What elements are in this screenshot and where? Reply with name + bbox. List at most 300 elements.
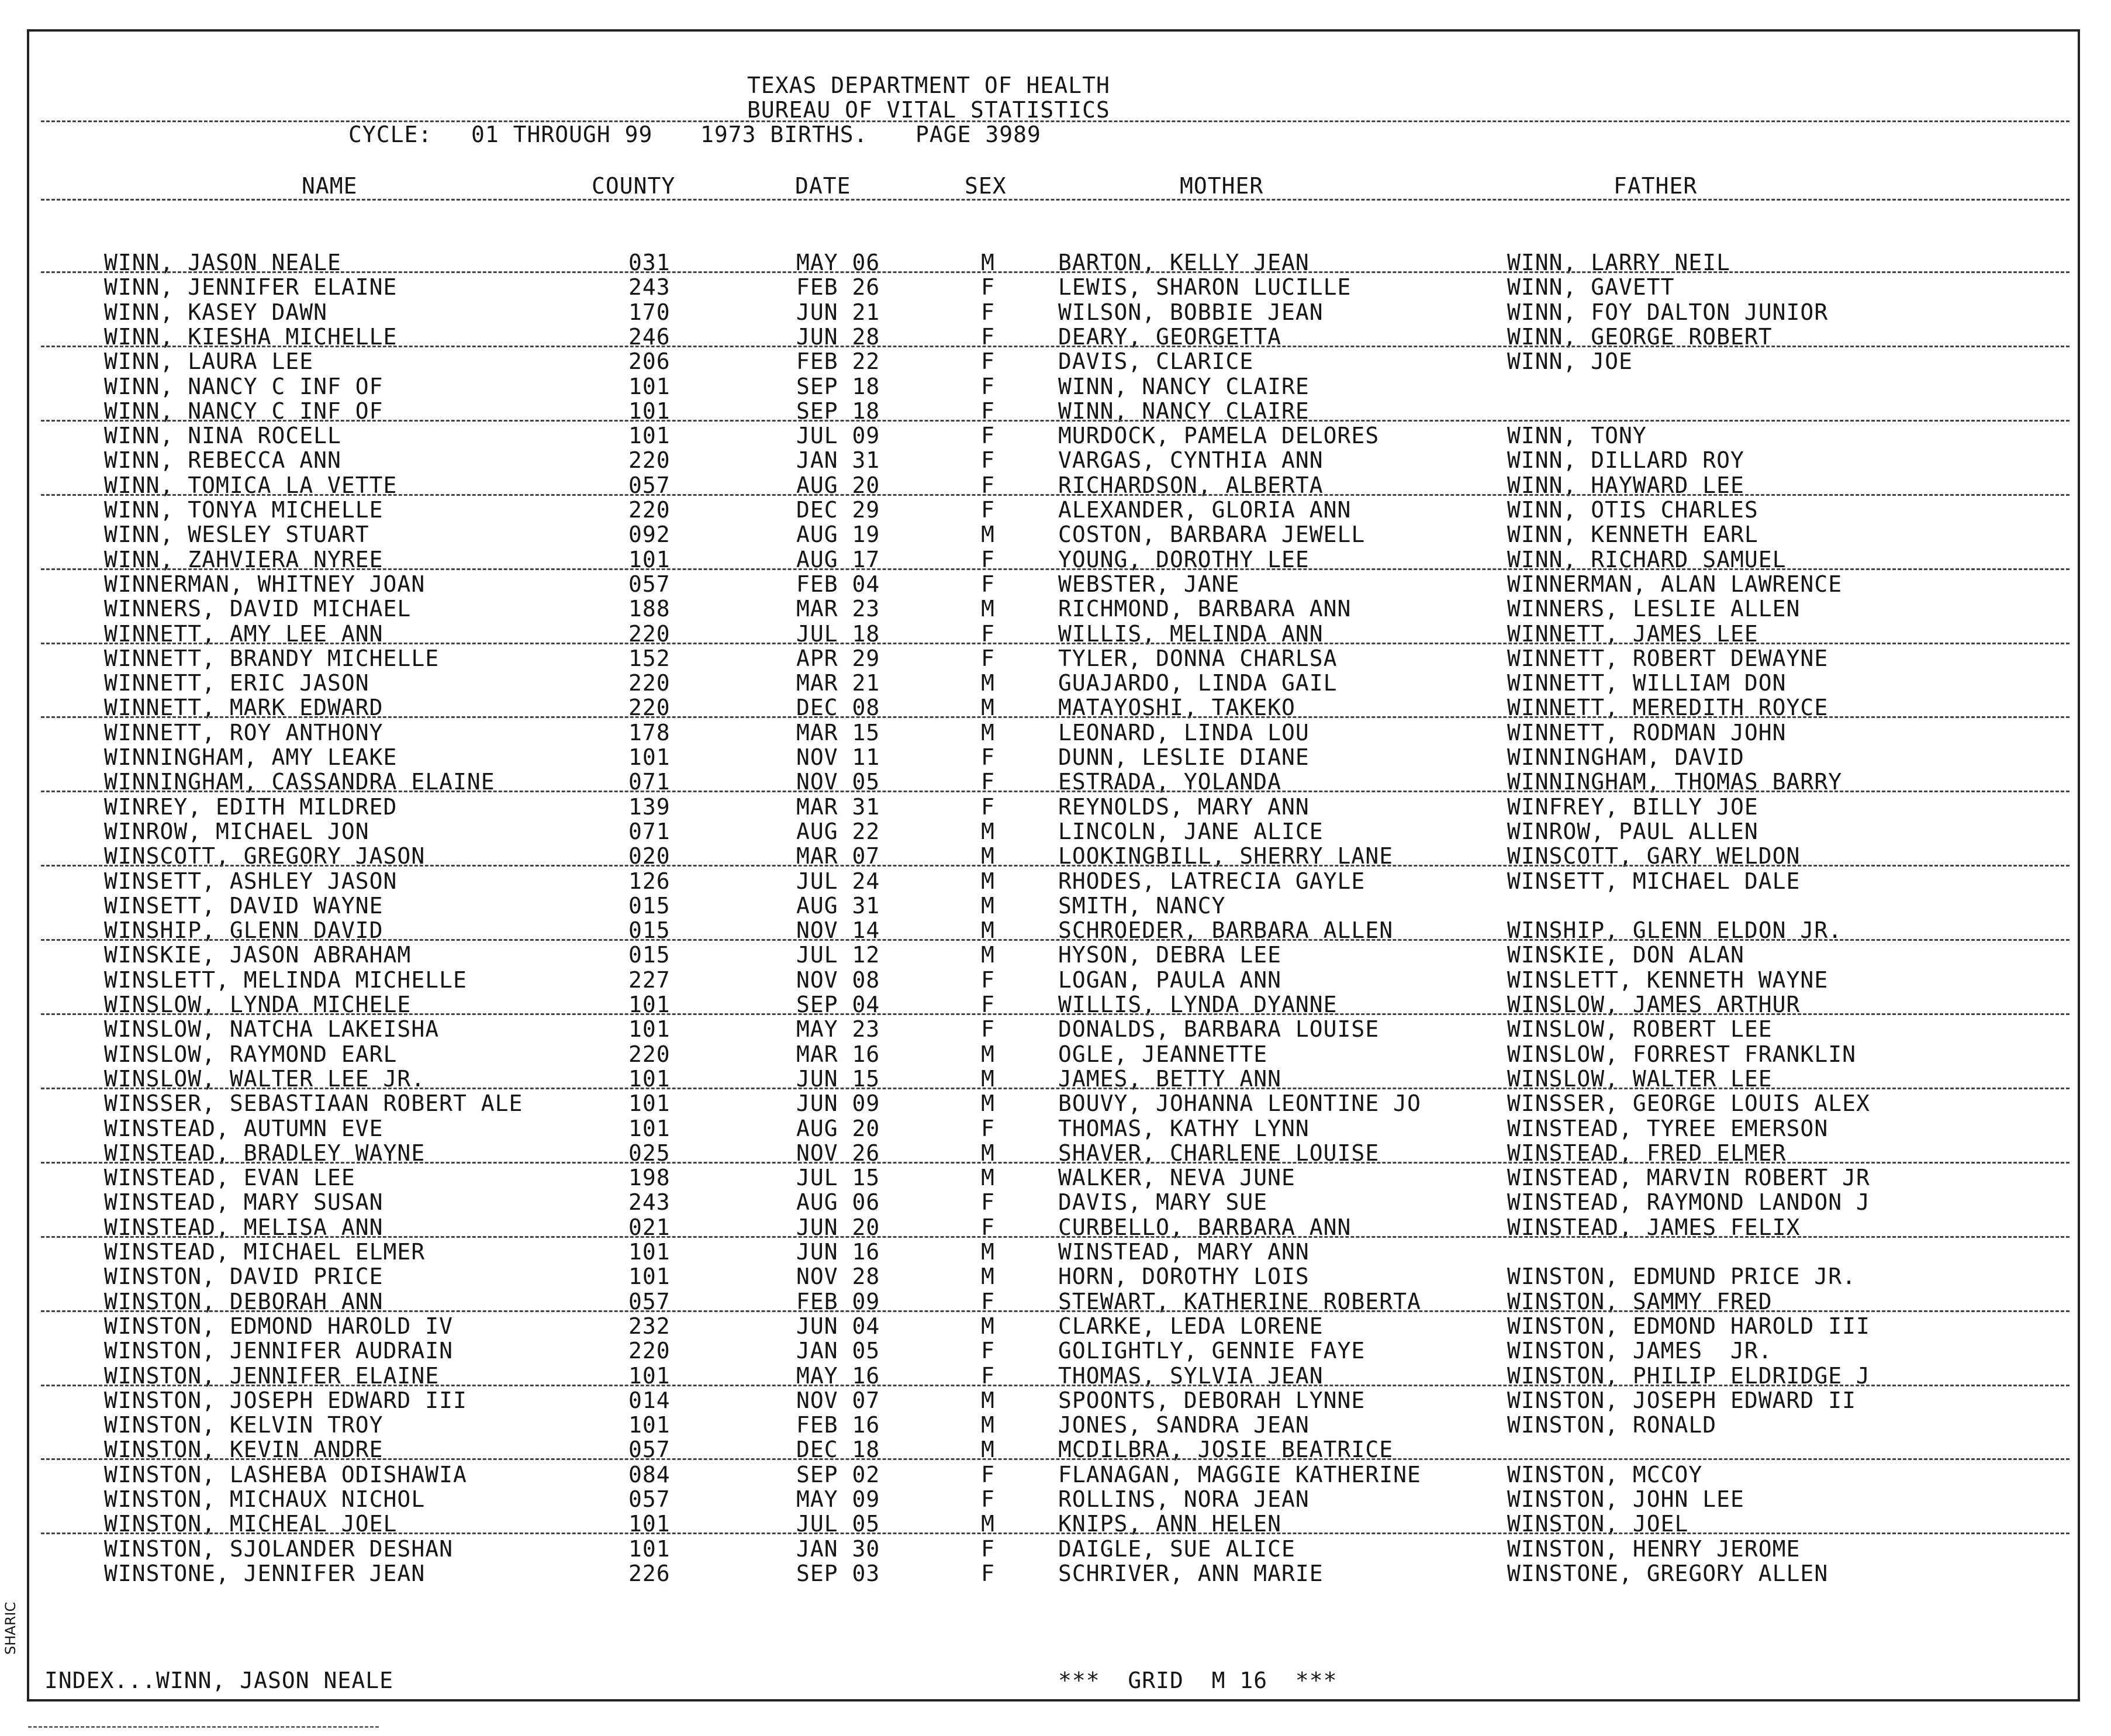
cell-sex: F — [981, 1363, 995, 1389]
cell-father: WINNETT, RODMAN JOHN — [1507, 720, 1787, 746]
cell-date: JUN 04 — [796, 1313, 880, 1339]
cell-sex: F — [981, 1462, 995, 1487]
cell-date: JUN 16 — [796, 1239, 880, 1265]
cell-name: WINNERMAN, WHITNEY JOAN — [104, 571, 426, 597]
cell-sex: F — [981, 1536, 995, 1562]
cell-sex: M — [981, 1066, 995, 1092]
row-separator — [41, 716, 2069, 718]
cell-date: NOV 08 — [796, 967, 880, 993]
cell-county: 101 — [628, 1116, 671, 1141]
cell-mother: WINSTEAD, MARY ANN — [1058, 1239, 1310, 1265]
cell-sex: F — [981, 348, 995, 374]
cell-sex: F — [981, 794, 995, 820]
cell-name: WINSLOW, LYNDA MICHELE — [104, 992, 412, 1017]
cell-father: WINSTON, PHILIP ELDRIDGE J — [1507, 1363, 1870, 1389]
cell-date: MAY 23 — [796, 1016, 880, 1042]
cell-sex: F — [981, 769, 995, 795]
cell-county: 101 — [628, 1264, 671, 1289]
cell-mother: LOOKINGBILL, SHERRY LANE — [1058, 843, 1394, 869]
cell-name: WINN, JASON NEALE — [104, 250, 341, 275]
cell-date: AUG 17 — [796, 547, 880, 572]
cell-mother: SCHRIVER, ANN MARIE — [1058, 1561, 1324, 1586]
cell-county: 101 — [628, 1536, 671, 1562]
cell-county: 220 — [628, 670, 671, 696]
cell-date: SEP 18 — [796, 374, 880, 399]
cell-sex: F — [981, 992, 995, 1017]
header-cycle-range: 01 THROUGH 99 — [471, 122, 653, 147]
cell-sex: F — [981, 1016, 995, 1042]
cell-sex: F — [981, 1486, 995, 1512]
cell-county: 101 — [628, 1412, 671, 1438]
cell-mother: REYNOLDS, MARY ANN — [1058, 794, 1310, 820]
cell-mother: DAVIS, MARY SUE — [1058, 1189, 1268, 1215]
cell-date: NOV 28 — [796, 1264, 880, 1289]
cell-date: SEP 18 — [796, 398, 880, 424]
cell-date: MAR 16 — [796, 1041, 880, 1067]
table-row — [0, 646, 2111, 671]
table-row — [0, 1042, 2111, 1067]
cell-name: WINN, REBECCA ANN — [104, 447, 341, 473]
cell-county: 057 — [628, 1289, 671, 1314]
cell-name: WINROW, MICHAEL JON — [104, 819, 369, 844]
cell-father: WINNETT, MEREDITH ROYCE — [1507, 695, 1829, 720]
cell-date: DEC 18 — [796, 1437, 880, 1462]
cell-county: 101 — [628, 992, 671, 1017]
cell-sex: F — [981, 621, 995, 647]
table-row — [0, 1264, 2111, 1289]
cell-county: 227 — [628, 967, 671, 993]
cell-sex: M — [981, 1090, 995, 1116]
column-header-sex: SEX — [965, 173, 1007, 199]
cell-sex: M — [981, 1437, 995, 1462]
table-row — [0, 1561, 2111, 1586]
cell-name: WINSTON, JENNIFER ELAINE — [104, 1363, 440, 1389]
cell-name: WINSTONE, JENNIFER JEAN — [104, 1561, 426, 1586]
cell-date: AUG 06 — [796, 1189, 880, 1215]
cell-father: WINSTONE, GREGORY ALLEN — [1507, 1561, 1829, 1586]
cell-father: WINN, LARRY NEIL — [1507, 250, 1731, 275]
cell-father: WINSLOW, JAMES ARTHUR — [1507, 992, 1801, 1017]
cell-date: JUL 09 — [796, 423, 880, 448]
cell-date: FEB 16 — [796, 1412, 880, 1438]
cell-father: WINSTON, JOHN LEE — [1507, 1486, 1744, 1512]
cell-name: WINSETT, DAVID WAYNE — [104, 893, 383, 919]
cell-name: WINSTON, JENNIFER AUDRAIN — [104, 1338, 453, 1364]
cell-mother: OGLE, JEANNETTE — [1058, 1041, 1268, 1067]
cell-father: WINSTON, JAMES JR. — [1507, 1338, 1773, 1364]
table-row — [0, 1487, 2111, 1511]
cell-name: WINSTEAD, MELISA ANN — [104, 1214, 383, 1240]
cell-county: 101 — [628, 374, 671, 399]
cell-father: WINN, TONY — [1507, 423, 1647, 448]
cell-date: JAN 31 — [796, 447, 880, 473]
cell-county: 198 — [628, 1165, 671, 1190]
cell-date: JUN 15 — [796, 1066, 880, 1092]
cell-mother: MCDILBRA, JOSIE BEATRICE — [1058, 1437, 1394, 1462]
cell-father: WINSTEAD, TYREE EMERSON — [1507, 1116, 1829, 1141]
cell-mother: ALEXANDER, GLORIA ANN — [1058, 497, 1352, 523]
column-header-mother: MOTHER — [1180, 173, 1264, 199]
cell-mother: HYSON, DEBRA LEE — [1058, 942, 1282, 968]
cell-county: 101 — [628, 1239, 671, 1265]
cell-father: WINNETT, WILLIAM DON — [1507, 670, 1787, 696]
cell-date: AUG 20 — [796, 1116, 880, 1141]
cell-sex: F — [981, 1289, 995, 1314]
cell-mother: GOLIGHTLY, GENNIE FAYE — [1058, 1338, 1366, 1364]
cell-county: 220 — [628, 695, 671, 720]
cell-sex: M — [981, 1041, 995, 1067]
row-separator — [41, 865, 2069, 867]
cell-sex: F — [981, 374, 995, 399]
cell-father: WINN, FOY DALTON JUNIOR — [1507, 299, 1829, 325]
table-row — [0, 943, 2111, 967]
cell-county: 232 — [628, 1313, 671, 1339]
cell-sex: M — [981, 868, 995, 894]
table-row — [0, 720, 2111, 745]
cell-father: WINN, DILLARD ROY — [1507, 447, 1744, 473]
table-row — [0, 1165, 2111, 1190]
cell-name: WINSLOW, NATCHA LAKEISHA — [104, 1016, 440, 1042]
cell-date: FEB 09 — [796, 1289, 880, 1314]
cell-mother: DUNN, LESLIE DIANE — [1058, 744, 1310, 770]
cell-date: JUL 15 — [796, 1165, 880, 1190]
cell-date: NOV 14 — [796, 917, 880, 943]
cell-father: WINFREY, BILLY JOE — [1507, 794, 1758, 820]
cell-county: 101 — [628, 1090, 671, 1116]
cell-date: FEB 04 — [796, 571, 880, 597]
cell-date: JAN 30 — [796, 1536, 880, 1562]
header-title: TEXAS DEPARTMENT OF HEALTH — [747, 73, 1110, 98]
cell-date: MAR 07 — [796, 843, 880, 869]
cell-date: FEB 22 — [796, 348, 880, 374]
cell-date: JUL 12 — [796, 942, 880, 968]
cell-name: WINSTEAD, MICHAEL ELMER — [104, 1239, 426, 1265]
row-separator — [41, 1533, 2069, 1534]
table-row — [0, 349, 2111, 374]
cell-father: WINSLOW, WALTER LEE — [1507, 1066, 1773, 1092]
cell-name: WINSTON, MICHAUX NICHOL — [104, 1486, 426, 1512]
cell-sex: M — [981, 596, 995, 622]
cell-sex: M — [981, 843, 995, 869]
cell-county: 021 — [628, 1214, 671, 1240]
cell-sex: F — [981, 1189, 995, 1215]
cell-mother: WILSON, BOBBIE JEAN — [1058, 299, 1324, 325]
cell-name: WINSKIE, JASON ABRAHAM — [104, 942, 412, 968]
cell-mother: CLARKE, LEDA LORENE — [1058, 1313, 1324, 1339]
cell-date: NOV 05 — [796, 769, 880, 795]
cell-sex: F — [981, 1214, 995, 1240]
table-row — [0, 423, 2111, 448]
cell-mother: JAMES, BETTY ANN — [1058, 1066, 1282, 1092]
table-row — [0, 893, 2111, 918]
table-row — [0, 1462, 2111, 1487]
cell-father: WINNETT, JAMES LEE — [1507, 621, 1758, 647]
cell-sex: M — [981, 1412, 995, 1438]
cell-county: 020 — [628, 843, 671, 869]
cell-sex: M — [981, 522, 995, 547]
cell-mother: JONES, SANDRA JEAN — [1058, 1412, 1310, 1438]
cell-sex: M — [981, 670, 995, 696]
cell-county: 243 — [628, 274, 671, 300]
row-separator — [41, 791, 2069, 792]
cell-father: WINSTON, EDMUND PRICE JR. — [1507, 1264, 1856, 1289]
cell-father: WINSHIP, GLENN ELDON JR. — [1507, 917, 1843, 943]
cell-mother: BOUVY, JOHANNA LEONTINE JO — [1058, 1090, 1421, 1116]
cell-date: JUN 21 — [796, 299, 880, 325]
cell-mother: CURBELLO, BARBARA ANN — [1058, 1214, 1352, 1240]
cell-sex: M — [981, 250, 995, 275]
cell-date: FEB 26 — [796, 274, 880, 300]
cell-name: WINSCOTT, GREGORY JASON — [104, 843, 426, 869]
cell-mother: ROLLINS, NORA JEAN — [1058, 1486, 1310, 1512]
cell-mother: BARTON, KELLY JEAN — [1058, 250, 1310, 275]
cell-name: WINN, TOMICA LA VETTE — [104, 472, 398, 498]
cell-name: WINN, KASEY DAWN — [104, 299, 328, 325]
cell-father: WINSTON, HENRY JEROME — [1507, 1536, 1801, 1562]
cell-mother: LEONARD, LINDA LOU — [1058, 720, 1310, 746]
table-row — [0, 968, 2111, 992]
cell-father: WINNERS, LESLIE ALLEN — [1507, 596, 1801, 622]
cell-county: 084 — [628, 1462, 671, 1487]
cell-mother: HORN, DOROTHY LOIS — [1058, 1264, 1310, 1289]
table-row — [0, 1413, 2111, 1437]
footer-index: INDEX...WINN, JASON NEALE — [44, 1668, 393, 1693]
cell-name: WINNETT, MARK EDWARD — [104, 695, 383, 720]
row-separator — [41, 643, 2069, 644]
cell-mother: RICHMOND, BARBARA ANN — [1058, 596, 1352, 622]
cell-mother: FLANAGAN, MAGGIE KATHERINE — [1058, 1462, 1421, 1487]
table-row — [0, 869, 2111, 893]
cell-county: 057 — [628, 1486, 671, 1512]
cell-county: 057 — [628, 571, 671, 597]
row-separator — [41, 1385, 2069, 1386]
cell-sex: M — [981, 819, 995, 844]
cell-father: WINN, JOE — [1507, 348, 1633, 374]
cell-date: MAY 16 — [796, 1363, 880, 1389]
cell-date: SEP 02 — [796, 1462, 880, 1487]
cell-county: 031 — [628, 250, 671, 275]
cell-father: WINROW, PAUL ALLEN — [1507, 819, 1758, 844]
cell-date: APR 29 — [796, 646, 880, 671]
cell-father: WINSTEAD, MARVIN ROBERT JR — [1507, 1165, 1870, 1190]
cell-father: WINSKIE, DON ALAN — [1507, 942, 1744, 968]
cell-father: WINSCOTT, GARY WELDON — [1507, 843, 1801, 869]
cell-name: WINNERS, DAVID MICHAEL — [104, 596, 412, 622]
cell-county: 226 — [628, 1561, 671, 1586]
row-separator — [41, 1013, 2069, 1015]
cell-date: JUN 28 — [796, 324, 880, 350]
table-row — [0, 1388, 2111, 1413]
cell-county: 220 — [628, 447, 671, 473]
cell-mother: WEBSTER, JANE — [1058, 571, 1240, 597]
table-row — [0, 745, 2111, 769]
cell-name: WINN, ZAHVIERA NYREE — [104, 547, 383, 572]
row-separator — [41, 939, 2069, 941]
cell-sex: F — [981, 299, 995, 325]
cell-date: DEC 08 — [796, 695, 880, 720]
cell-county: 101 — [628, 1016, 671, 1042]
cell-county: 057 — [628, 1437, 671, 1462]
cell-name: WINSTON, DAVID PRICE — [104, 1264, 383, 1289]
cell-father: WINSLOW, ROBERT LEE — [1507, 1016, 1773, 1042]
cell-mother: STEWART, KATHERINE ROBERTA — [1058, 1289, 1421, 1314]
cell-sex: M — [981, 1140, 995, 1166]
cell-name: WINSHIP, GLENN DAVID — [104, 917, 383, 943]
cell-mother: DEARY, GEORGETTA — [1058, 324, 1282, 350]
cell-sex: M — [981, 893, 995, 919]
cell-county: 015 — [628, 942, 671, 968]
cell-mother: SCHROEDER, BARBARA ALLEN — [1058, 917, 1394, 943]
cell-sex: F — [981, 447, 995, 473]
footer-grid: *** GRID M 16 *** — [1058, 1668, 1338, 1693]
cell-mother: DONALDS, BARBARA LOUISE — [1058, 1016, 1380, 1042]
cell-name: WINSTON, SJOLANDER DESHAN — [104, 1536, 453, 1562]
cell-mother: THOMAS, SYLVIA JEAN — [1058, 1363, 1324, 1389]
cell-name: WINN, NANCY C INF OF — [104, 374, 383, 399]
cell-name: WINN, LAURA LEE — [104, 348, 314, 374]
cell-county: 092 — [628, 522, 671, 547]
cell-mother: DAVIS, CLARICE — [1058, 348, 1254, 374]
cell-mother: WALKER, NEVA JUNE — [1058, 1165, 1295, 1190]
table-row — [0, 300, 2111, 325]
cell-mother: LOGAN, PAULA ANN — [1058, 967, 1282, 993]
cell-date: SEP 03 — [796, 1561, 880, 1586]
row-separator — [41, 568, 2069, 570]
cell-name: WINSTEAD, MARY SUSAN — [104, 1189, 383, 1215]
cell-name: WINN, NINA ROCELL — [104, 423, 341, 448]
cell-mother: SPOONTS, DEBORAH LYNNE — [1058, 1388, 1366, 1413]
cell-father: WINN, GEORGE ROBERT — [1507, 324, 1773, 350]
table-row — [0, 819, 2111, 844]
header-cycle-label: CYCLE: — [348, 122, 433, 147]
cell-date: MAR 15 — [796, 720, 880, 746]
cell-name: WINN, TONYA MICHELLE — [104, 497, 383, 523]
column-header-county: COUNTY — [592, 173, 676, 199]
cell-mother: WINN, NANCY CLAIRE — [1058, 374, 1310, 399]
cell-mother: WILLIS, LYNDA DYANNE — [1058, 992, 1338, 1017]
table-row — [0, 448, 2111, 472]
row-separator — [41, 346, 2069, 347]
cell-father: WINSTEAD, JAMES FELIX — [1507, 1214, 1801, 1240]
cell-sex: F — [981, 547, 995, 572]
row-separator — [41, 271, 2069, 273]
row-separator — [41, 1236, 2069, 1238]
cell-county: 188 — [628, 596, 671, 622]
cell-sex: M — [981, 695, 995, 720]
cell-county: 057 — [628, 472, 671, 498]
cell-county: 071 — [628, 819, 671, 844]
cell-sex: F — [981, 1338, 995, 1364]
cell-father: WINSTEAD, RAYMOND LANDON J — [1507, 1189, 1870, 1215]
cell-name: WINSTEAD, EVAN LEE — [104, 1165, 355, 1190]
cell-date: MAY 06 — [796, 250, 880, 275]
bottom-edge-mark — [28, 1726, 379, 1728]
cell-father: WINN, HAYWARD LEE — [1507, 472, 1744, 498]
table-row — [0, 1190, 2111, 1214]
cell-name: WINNINGHAM, AMY LEAKE — [104, 744, 398, 770]
cell-date: MAR 21 — [796, 670, 880, 696]
cell-sex: F — [981, 744, 995, 770]
cell-mother: MATAYOSHI, TAKEKO — [1058, 695, 1295, 720]
cell-father: WINNETT, ROBERT DEWAYNE — [1507, 646, 1829, 671]
cell-county: 101 — [628, 744, 671, 770]
cell-mother: RICHARDSON, ALBERTA — [1058, 472, 1324, 498]
cell-father: WINSTEAD, FRED ELMER — [1507, 1140, 1787, 1166]
cell-name: WINN, WESLEY STUART — [104, 522, 369, 547]
cell-date: DEC 29 — [796, 497, 880, 523]
cell-sex: F — [981, 398, 995, 424]
cell-county: 152 — [628, 646, 671, 671]
cell-mother: LEWIS, SHARON LUCILLE — [1058, 274, 1352, 300]
cell-county: 101 — [628, 1363, 671, 1389]
table-row — [0, 1537, 2111, 1561]
column-header-father: FATHER — [1614, 173, 1698, 199]
cell-mother: RHODES, LATRECIA GAYLE — [1058, 868, 1366, 894]
header-page-number: PAGE 3989 — [915, 122, 1041, 147]
cell-name: WINN, KIESHA MICHELLE — [104, 324, 398, 350]
cell-county: 101 — [628, 1066, 671, 1092]
cell-father: WINN, GAVETT — [1507, 274, 1675, 300]
cell-county: 101 — [628, 423, 671, 448]
cell-county: 178 — [628, 720, 671, 746]
row-separator — [41, 1458, 2069, 1460]
cell-name: WINNINGHAM, CASSANDRA ELAINE — [104, 769, 495, 795]
cell-name: WINSTEAD, AUTUMN EVE — [104, 1116, 383, 1141]
cell-name: WINNETT, ROY ANTHONY — [104, 720, 383, 746]
cell-father: WINSTON, JOSEPH EDWARD II — [1507, 1388, 1856, 1413]
cell-county: 220 — [628, 1041, 671, 1067]
table-row — [0, 1338, 2111, 1363]
cell-name: WINSTEAD, BRADLEY WAYNE — [104, 1140, 426, 1166]
row-separator — [41, 1162, 2069, 1164]
cell-mother: TYLER, DONNA CHARLSA — [1058, 646, 1338, 671]
cell-sex: M — [981, 1313, 995, 1339]
cell-mother: DAIGLE, SUE ALICE — [1058, 1536, 1295, 1562]
cell-name: WINSTON, KEVIN ANDRE — [104, 1437, 383, 1462]
cell-sex: F — [981, 324, 995, 350]
cell-county: 243 — [628, 1189, 671, 1215]
cell-name: WINN, NANCY C INF OF — [104, 398, 383, 424]
cell-date: SEP 04 — [796, 992, 880, 1017]
cell-county: 246 — [628, 324, 671, 350]
row-separator — [41, 420, 2069, 422]
cell-county: 071 — [628, 769, 671, 795]
cell-county: 101 — [628, 547, 671, 572]
cell-county: 220 — [628, 497, 671, 523]
cell-mother: WINN, NANCY CLAIRE — [1058, 398, 1310, 424]
cell-date: JUL 05 — [796, 1511, 880, 1537]
cell-county: 139 — [628, 794, 671, 820]
cell-mother: GUAJARDO, LINDA GAIL — [1058, 670, 1338, 696]
cell-name: WINSTON, JOSEPH EDWARD III — [104, 1388, 467, 1413]
cell-county: 206 — [628, 348, 671, 374]
cell-date: NOV 07 — [796, 1388, 880, 1413]
cell-mother: SHAVER, CHARLENE LOUISE — [1058, 1140, 1380, 1166]
cell-county: 015 — [628, 917, 671, 943]
cell-county: 101 — [628, 398, 671, 424]
cell-father: WINNERMAN, ALAN LAWRENCE — [1507, 571, 1843, 597]
cell-name: WINREY, EDITH MILDRED — [104, 794, 398, 820]
cell-mother: SMITH, NANCY — [1058, 893, 1226, 919]
cell-mother: VARGAS, CYNTHIA ANN — [1058, 447, 1324, 473]
header-year-births: 1973 BIRTHS. — [700, 122, 868, 147]
cell-date: JUL 24 — [796, 868, 880, 894]
column-header-name: NAME — [302, 173, 358, 199]
table-row — [0, 374, 2111, 399]
cell-county: 220 — [628, 1338, 671, 1364]
cell-date: AUG 20 — [796, 472, 880, 498]
cell-sex: F — [981, 1116, 995, 1141]
